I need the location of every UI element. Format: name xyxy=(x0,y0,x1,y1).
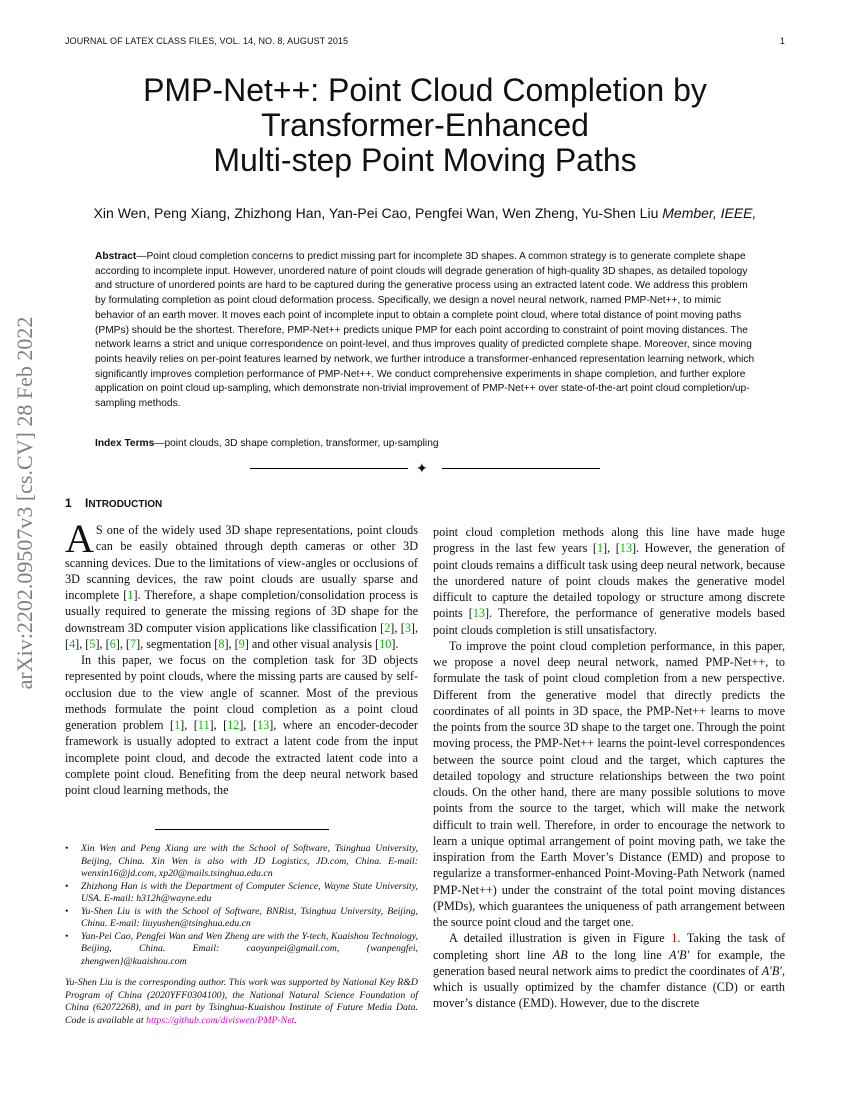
paragraph xyxy=(433,638,785,931)
figure-ref-link[interactable]: 1 xyxy=(671,931,678,946)
footnote-rule xyxy=(155,829,329,830)
citation-link[interactable]: 1 xyxy=(127,588,134,602)
text-run: , which is usually optimized by the chamfer distance (CD) or earth mover’s distance (EMD). However, due to the discrete xyxy=(433,963,785,1011)
text-run: to the long line xyxy=(567,947,670,962)
paragraph xyxy=(65,652,418,798)
text-run: . Taking the task of completing short line xyxy=(433,931,785,962)
citation-link[interactable]: 6 xyxy=(109,636,116,651)
drop-cap: A xyxy=(65,516,94,561)
footnote-item: • Yan-Pei Cao, Pengfei Wan and Wen Zheng are with the Y-tech, Kuaishou Technology, Beijing, China. Email: caoyanpei@gmail.com, {wanpengfei, zhengwen}@kuaishou.com xyxy=(65,931,418,969)
text-run: ], [ xyxy=(180,718,198,732)
citation-link[interactable]: 7 xyxy=(130,636,137,651)
text-run: To improve the point cloud completion performance, in this paper, we propose a novel deep neural network, named PMP-Net++, to formulate the task of point cloud completion from a new perspective. Different from the generative model that directly predicts the coordinates of all points in 3D space, the PMP-Net++ learns to move the points from the source 3D shape to the target one. Through the point moving process, the PMP-Net++ learns the point-level correspondences between the source point cloud and the target, which captures the detailed topology and structure relationships between the two point clouds. On the other hand, there are many possible solutions to move points from the source to the target, which will make the network difficult to train well. Therefore, in order to encourage the network to learn a unique optimal arrangement of point moving path, we take the inspiration from the Earth Mover’s Distance (EMD) and propose to regularize a transformer-enhanced Point-Moving-Path Network (named PMP-Net++) under the constraint of the total point moving distances (PMDs), which guarantees the uniqueness of path arrangement between the source point cloud and the target one. xyxy=(433,638,785,929)
citation-link[interactable]: 1 xyxy=(174,718,181,732)
text-run: ], [ xyxy=(390,620,405,635)
paragraph xyxy=(433,524,785,638)
citation-link[interactable]: 3 xyxy=(404,620,411,635)
citation-link[interactable]: 13 xyxy=(257,718,270,732)
citation-link[interactable]: 10 xyxy=(379,636,392,651)
section-title-rest: NTRODUCTION xyxy=(88,499,163,510)
text-run: S one of the widely used 3D shape representations, point clouds can be easily obtained through depth cameras or other 3D scanning devices. Due to the limitations of view-angles or occlusions of 3D scanning devices, the raw point clouds are usually sparse and incomplete [ xyxy=(65,523,418,602)
footnote-item: • Yu-Shen Liu is with the School of Software, BNRist, Tsinghua University, Beijing, China. E-mail: liuyushen@tsinghua.edu.cn xyxy=(65,906,418,931)
author-list xyxy=(40,205,810,221)
text-run: for example, the generation based neural network aims to predict the coordinates of xyxy=(433,947,785,978)
abstract-text: —Point cloud completion concerns to predict missing part for incomplete 3D shapes. A common strategy is to generate complete shape according to incomplete input. However, unordered nature of point clouds will degrade generation of high-quality 3D shapes, as detailed topology and structure of unordered points are hard to be captured during the generative process using an extracted latent code. We address this problem by formulating completion as point cloud deformation process. Specifically, we design a novel neural network, named PMP-Net++, to mimic behavior of an earth mover. It moves each point of incomplete input to obtain a complete point cloud, where total distance of point moving paths (PMPs) should be the shortest. Therefore, PMP-Net++ predicts unique PMP for each point according to constraint of point moving distances. The network learns a strict and unique correspondence on point-level, and thus improves quality of predicted complete shape. Moreover, since moving points heavily relies on per-point features learned by network, we further introduce a transformer-enhanced representation learning network, which significantly improves completion performance of PMP-Net++. We conduct comprehensive experiments in shape completion, and further explore application on point cloud up-sampling, which demonstrate non-trivial improvement of PMP-Net++ over state-of-the-art point cloud completion/up-sampling methods. xyxy=(95,251,755,410)
diamond-star-icon: ✦ xyxy=(416,462,428,477)
running-header xyxy=(65,36,785,46)
section-number: 1 xyxy=(65,496,72,510)
author-suffix: Member, IEEE, xyxy=(662,205,757,221)
citation-link[interactable]: 5 xyxy=(89,636,96,651)
text-run: ]. Therefore, a shape completion/consolidation process is usually required to generate the missing regions of 3D shape for the downstream 3D computer vision applications like classification [ xyxy=(65,588,418,635)
funding-text: Yu-Shen Liu is the corresponding author. This work was supported by National Key R&D Program of China (2020YFF0304100), the National Natural Science Foundation of China (62072268), and in part by Tsinghua-Kuaishou Institute of Future Media Data. Code is available at xyxy=(65,977,418,1026)
arxiv-stamp: arXiv:2202.09507v3 [cs.CV] 28 Feb 2022 xyxy=(12,316,37,690)
text-run: point cloud completion methods along this line have made huge progress in the last few years [ xyxy=(433,525,785,556)
authors: Xin Wen, Peng Xiang, Zhizhong Han, Yan-Pei Cao, Pengfei Wan, Wen Zheng, Yu-Shen Liu xyxy=(93,205,659,221)
footnotes xyxy=(65,843,418,1027)
text-run: ], [ xyxy=(224,636,239,651)
funding-note xyxy=(65,977,418,1027)
separator-line xyxy=(442,468,600,469)
footnote-item: • Xin Wen and Peng Xiang are with the School of Software, Tsinghua University, Beijing, China. Xin Wen is also with JD Logistics, JD.com, China. E-mail: wenxin16@jd.com, xp20@mails.tsinghua.edu.cn xyxy=(65,843,418,881)
citation-link[interactable]: 13 xyxy=(619,541,632,556)
section-initial: I xyxy=(85,496,89,510)
math-symbol: A′B′ xyxy=(761,963,782,978)
right-column xyxy=(433,524,785,1012)
code-link[interactable]: https://github.com/diviswen/PMP-Net xyxy=(146,1014,295,1026)
title-line: Transformer-Enhanced xyxy=(261,107,589,143)
text-run: In this paper, we focus on the completion task for 3D objects represented by point clouds, where the missing parts are caused by self-occlusion due to the view angle of scanner. Most of the previous methods formulate the point cloud completion as a point cloud generation problem [ xyxy=(65,653,418,732)
title-line: PMP-Net++: Point Cloud Completion by xyxy=(143,72,707,108)
text-run: ]. Therefore, the performance of generative models based point clouds completion is still unsatisfactory. xyxy=(433,606,785,637)
index-terms-text: —point clouds, 3D shape completion, transformer, up-sampling xyxy=(154,438,439,449)
page-number: 1 xyxy=(779,36,785,46)
text-run: ], [ xyxy=(209,718,228,732)
index-terms-label: Index Terms xyxy=(95,438,155,449)
title-line: Multi-step Point Moving Paths xyxy=(213,142,637,178)
citation-link[interactable]: 4 xyxy=(69,636,76,651)
index-terms xyxy=(95,438,439,449)
text-run: ], [ xyxy=(95,636,110,651)
text-run: ]. However, the generation of point clouds remains a difficult task using deep neural network, because the unordered nature of point clouds makes the generative model difficult to capture the detailed topology or structure among discrete points [ xyxy=(433,541,785,621)
text-run: A detailed illustration is given in Figure xyxy=(449,931,672,946)
funding-end: . xyxy=(294,1014,297,1026)
paragraph xyxy=(65,516,419,652)
section-separator xyxy=(250,462,600,478)
journal-header: JOURNAL OF LATEX CLASS FILES, VOL. 14, NO. 8, AUGUST 2015 xyxy=(65,36,349,46)
left-column xyxy=(65,516,419,798)
math-symbol: A′B′ xyxy=(669,947,690,962)
text-run: ], [ xyxy=(65,620,419,651)
text-run: ], segmentation [ xyxy=(136,636,219,651)
citation-link[interactable]: 1 xyxy=(596,541,604,556)
text-run: ]. xyxy=(391,636,399,651)
text-run: ], where an encoder-decoder framework is usually adopted to extract a latent code from the input incomplete point cloud, and decode the extracted latent code into a complete point cloud. Benefiting from the deep neural network based point cloud learning methods, the xyxy=(65,718,418,797)
text-run: ] and other visual analysis [ xyxy=(244,636,380,651)
citation-link[interactable]: 9 xyxy=(238,636,245,651)
citation-link[interactable]: 12 xyxy=(227,718,240,732)
text-run: ], [ xyxy=(115,636,130,651)
section-heading xyxy=(65,496,162,510)
separator-line xyxy=(250,468,408,469)
citation-link[interactable]: 2 xyxy=(384,620,391,635)
citation-link[interactable]: 11 xyxy=(197,718,210,732)
text-run: ], [ xyxy=(239,718,258,732)
abstract xyxy=(95,250,757,412)
citation-link[interactable]: 8 xyxy=(218,636,225,651)
text-run: ], [ xyxy=(75,636,90,651)
abstract-label: Abstract xyxy=(95,251,137,262)
paragraph xyxy=(433,930,785,1011)
citation-link[interactable]: 13 xyxy=(472,606,485,621)
footnote-item: • Zhizhong Han is with the Department of Computer Science, Wayne State University, USA. E-mail: h312h@wayne.edu xyxy=(65,881,418,906)
paper-title xyxy=(60,73,790,178)
text-run: ], [ xyxy=(603,541,620,556)
math-symbol: AB xyxy=(552,947,568,962)
